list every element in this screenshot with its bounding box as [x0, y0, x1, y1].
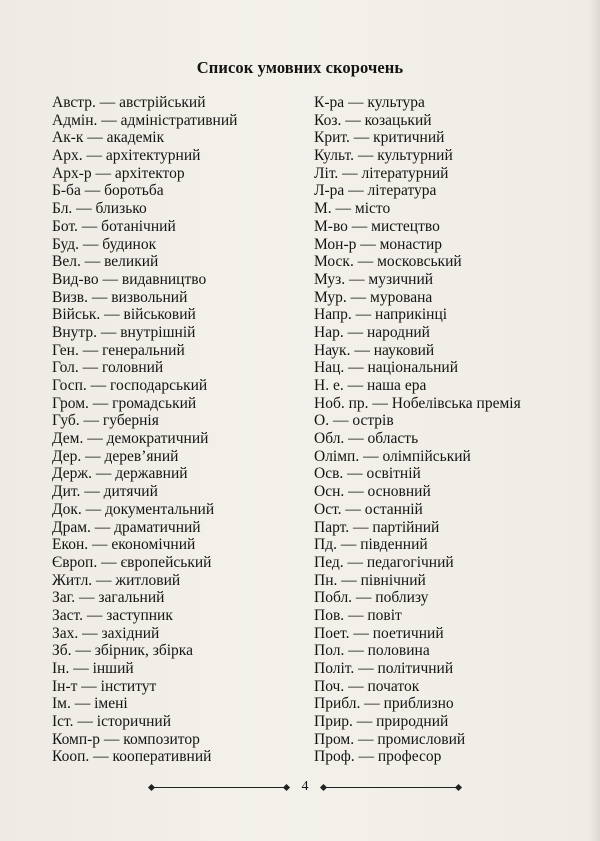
abbreviation-entry: М-во — мистецтво [314, 217, 440, 235]
abbreviations-right-column [314, 94, 554, 766]
abbreviation-entry: Ост. — останній [314, 500, 423, 518]
abbreviation-entry: Бот. — ботанічний [52, 217, 176, 235]
abbreviation-entry: О. — острів [314, 412, 394, 430]
abbreviation-entry: Австр. — австрійський [52, 94, 206, 111]
abbreviation-entry: Мур. — мурована [314, 288, 433, 306]
abbreviation-entry: Драм. — драматичний [52, 518, 201, 536]
abbreviation-entry: Л-ра — література [314, 182, 437, 200]
abbreviation-entry: Комп-р — композитор [52, 730, 200, 748]
abbreviation-entry: Парт. — партійний [314, 518, 440, 536]
abbreviation-entry: Заг. — загальний [52, 589, 165, 607]
abbreviation-entry: Муз. — музичний [314, 270, 434, 288]
abbreviation-entry: Гол. — головний [52, 359, 164, 377]
abbreviation-entry: Гром. — громадський [52, 394, 197, 412]
abbreviation-entry: Наук. — науковий [314, 341, 435, 359]
abbreviation-entry: Літ. — літературний [314, 164, 449, 182]
abbreviation-entry: Буд. — будинок [52, 235, 157, 253]
abbreviation-entry: Внутр. — внутрішній [52, 323, 196, 341]
abbreviation-entry: Держ. — державний [52, 465, 188, 483]
footer-ornament-right [324, 787, 458, 788]
abbreviation-entry: Політ. — політичний [314, 660, 454, 677]
abbreviation-entry: Європ. — європейський [52, 553, 212, 571]
abbreviation-entry: Прир. — природний [314, 713, 449, 731]
abbreviation-entry: К-ра — культура [314, 94, 425, 111]
abbreviation-entry: Визв. — визвольний [52, 288, 188, 306]
abbreviation-entry: Проф. — професор [314, 748, 442, 766]
abbreviation-entry: Дер. — дерев’яний [52, 447, 179, 465]
abbreviation-entry: Культ. — культурний [314, 147, 453, 165]
footer-ornament-left [152, 787, 286, 788]
abbreviation-entry: Військ. — військовий [52, 306, 196, 324]
abbreviation-entry: Олімп. — олімпійський [314, 447, 471, 465]
abbreviation-entry: Дит. — дитячий [52, 483, 158, 501]
abbreviation-entry: Ген. — генеральний [52, 341, 185, 359]
abbreviation-entry: Зах. — західний [52, 624, 160, 642]
abbreviation-entry: Арх-р — архітектор [52, 164, 185, 182]
abbreviation-entry: Бл. — близько [52, 200, 147, 218]
abbreviation-entry: Кооп. — кооперативний [52, 748, 212, 766]
abbreviation-entry: Побл. — поблизу [314, 589, 429, 607]
abbreviation-entry: Осв. — освітній [314, 465, 421, 483]
abbreviation-entry: Н. е. — наша ера [314, 377, 427, 394]
abbreviation-entry: Напр. — наприкінці [314, 306, 448, 324]
abbreviation-entry: Док. — документальний [52, 500, 215, 518]
abbreviation-entry: Госп. — господарський [52, 377, 208, 394]
abbreviation-entry: Губ. — губернія [52, 412, 159, 430]
abbreviation-entry: Дем. — демократичний [52, 430, 209, 448]
abbreviation-entry: Заст. — заступник [52, 606, 173, 624]
abbreviations-left-column [52, 94, 302, 766]
abbreviation-entry: Пов. — повіт [314, 606, 402, 624]
abbreviation-entry: Обл. — область [314, 430, 419, 448]
abbreviation-entry: Пн. — північний [314, 571, 426, 589]
abbreviation-entry: Ноб. пр. — Нобелівська премія [314, 394, 521, 412]
abbreviation-entry: Ак-к — академік [52, 129, 165, 147]
abbreviation-entry: Мон-р — монастир [314, 235, 443, 253]
abbreviation-entry: Пол. — половина [314, 642, 430, 660]
abbreviation-entry: Коз. — козацький [314, 111, 432, 129]
abbreviation-entry: Поч. — початок [314, 677, 420, 695]
abbreviation-entry: Поет. — поетичний [314, 624, 444, 642]
abbreviation-entry: Іст. — історичний [52, 713, 172, 731]
page-title: Список умовних скорочень [196, 58, 404, 77]
abbreviation-entry: Ім. — імені [52, 695, 128, 713]
abbreviation-entry: Зб. — збірник, збірка [52, 642, 193, 660]
abbreviation-entry: Адмін. — адміністративний [52, 111, 238, 129]
abbreviation-entry: Пром. — промисловий [314, 730, 466, 748]
abbreviation-entry: Житл. — житловий [52, 571, 181, 589]
abbreviation-entry: Вел. — великий [52, 253, 159, 271]
page-footer [150, 780, 460, 796]
abbreviation-entry: Екон. — економічний [52, 536, 196, 554]
abbreviation-entry: Нац. — національний [314, 359, 459, 377]
abbreviation-entry: Крит. — критичний [314, 129, 445, 147]
abbreviation-entry: Б-ба — боротьба [52, 182, 164, 200]
abbreviation-entry: Ін-т — інститут [52, 677, 157, 695]
abbreviation-entry: Нар. — народний [314, 323, 430, 341]
page-number: 4 [301, 779, 309, 794]
abbreviation-entry: Пд. — південний [314, 536, 428, 554]
abbreviation-entry: Прибл. — приблизно [314, 695, 454, 713]
abbreviation-entry: Осн. — основний [314, 483, 431, 501]
abbreviation-entry: Арх. — архітектурний [52, 147, 201, 165]
abbreviation-entry: Пед. — педагогічний [314, 553, 454, 571]
abbreviation-entry: Вид-во — видавництво [52, 270, 207, 288]
abbreviation-entry: Ін. — інший [52, 660, 134, 677]
abbreviation-entry: М. — місто [314, 200, 391, 218]
abbreviation-entry: Моск. — московський [314, 253, 462, 271]
